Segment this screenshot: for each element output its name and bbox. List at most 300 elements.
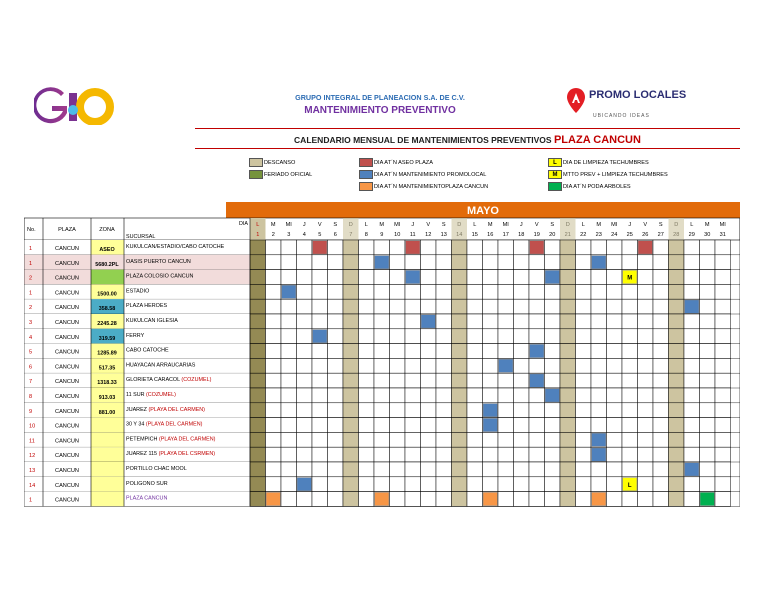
day-cell	[312, 373, 328, 388]
day-cell	[514, 492, 530, 507]
day-cell	[483, 255, 499, 270]
company-name: GRUPO INTEGRAL DE PLANEACION S.A. DE C.V.	[295, 93, 465, 102]
title-prefix: CALENDARIO MENSUAL DE MANTENIMIENTOS PREVENTIVOS	[294, 135, 552, 145]
row-no: 8	[29, 394, 33, 400]
day-cell	[483, 329, 499, 344]
day-cell	[653, 492, 669, 507]
day-cell	[421, 373, 437, 388]
day-cell	[514, 477, 530, 492]
day-cell	[622, 358, 638, 373]
day-cell	[622, 492, 638, 507]
day-number-30: 30	[704, 232, 711, 238]
day-cell	[669, 403, 685, 418]
day-cell	[483, 373, 499, 388]
day-cell	[591, 477, 607, 492]
legend-swatch-mitto: M	[548, 170, 562, 179]
day-cell	[514, 447, 530, 462]
day-cell	[250, 492, 266, 507]
day-cell	[545, 373, 561, 388]
day-cell	[405, 492, 421, 507]
row-zona: 358.58	[98, 306, 116, 313]
day-cell	[653, 255, 669, 270]
day-cell	[452, 270, 468, 285]
row-sucursal: POLIGONO SUR	[126, 480, 168, 487]
day-cell	[297, 255, 313, 270]
day-cell	[405, 432, 421, 447]
day-cell	[669, 492, 685, 507]
day-cell	[452, 432, 468, 447]
day-cell	[684, 270, 700, 285]
day-cell	[421, 418, 437, 433]
day-cell	[529, 329, 545, 344]
day-cell	[343, 270, 359, 285]
day-number-24: 24	[611, 232, 618, 238]
day-cell	[669, 329, 685, 344]
row-sucursal: ESTADIO	[126, 288, 150, 295]
day-number-15: 15	[471, 232, 478, 238]
row-no: 1	[29, 497, 33, 504]
row-plaza: CANCUN	[55, 320, 79, 326]
day-cell	[359, 344, 375, 359]
day-cell	[405, 462, 421, 477]
row-sucursal: 30 Y 34 (PLAYA DEL CARMEN)	[126, 421, 203, 428]
header-dia: DIA	[239, 221, 248, 227]
weekday-18: J	[519, 222, 523, 228]
day-cell	[374, 270, 390, 285]
weekday-31: MI	[719, 222, 726, 228]
day-cell	[266, 270, 282, 285]
weekday-27: S	[658, 222, 663, 228]
row-zona: 5680.2PL	[95, 261, 119, 268]
day-cell	[359, 255, 375, 270]
legend-label-limpieza: DIA DE LIMPIEZA TECHUMBRES	[563, 160, 649, 166]
day-cell	[700, 447, 716, 462]
day-cell	[607, 299, 623, 314]
weekday-25: J	[628, 222, 632, 228]
day-cell	[576, 447, 592, 462]
day-cell	[607, 388, 623, 403]
zona-cell	[91, 418, 124, 433]
day-cell	[467, 299, 483, 314]
day-cell	[343, 492, 359, 507]
day-cell	[576, 358, 592, 373]
day-cell	[529, 299, 545, 314]
day-cell	[374, 329, 390, 344]
day-number-13: 13	[440, 232, 447, 238]
day-cell	[328, 477, 344, 492]
row-plaza: CANCUN	[55, 394, 79, 400]
promo-logo-tagline: UBICANDO IDEAS	[593, 113, 650, 119]
legend-label-plaza: DIA AT´N MANTENIMIENTOPLAZA CANCUN	[374, 184, 489, 190]
day-cell	[390, 358, 406, 373]
day-cell	[266, 329, 282, 344]
day-cell	[715, 270, 731, 285]
day-cell	[390, 492, 406, 507]
day-cell	[436, 255, 452, 270]
day-cell	[359, 462, 375, 477]
event-promo-day-23	[592, 256, 606, 269]
day-cell	[715, 388, 731, 403]
day-cell	[328, 432, 344, 447]
day-cell	[343, 240, 359, 255]
day-cell	[653, 329, 669, 344]
day-cell	[281, 388, 297, 403]
day-cell	[607, 314, 623, 329]
day-cell	[700, 418, 716, 433]
row-sucursal: JUAREZ (PLAYA DEL CARMEN)	[126, 406, 205, 413]
day-cell	[607, 447, 623, 462]
row-sucursal: FERRY	[126, 332, 145, 339]
day-cell	[374, 344, 390, 359]
day-cell	[266, 373, 282, 388]
day-number-1: 1	[256, 232, 260, 238]
day-number-27: 27	[657, 232, 664, 238]
row-sucursal-location: (COZUMEL)	[181, 377, 212, 384]
weekday-3: MI	[285, 222, 292, 228]
day-cell	[622, 255, 638, 270]
day-cell	[421, 255, 437, 270]
day-cell	[359, 270, 375, 285]
weekday-13: S	[441, 222, 446, 228]
event-promo-day-16	[483, 404, 497, 417]
day-cell	[390, 255, 406, 270]
day-cell	[700, 373, 716, 388]
weekday-17: MI	[502, 222, 509, 228]
event-promo-day-3	[282, 285, 296, 298]
day-cell	[343, 284, 359, 299]
day-cell	[436, 447, 452, 462]
row-plaza: CANCUN	[55, 423, 79, 430]
day-cell	[576, 403, 592, 418]
day-cell	[498, 477, 514, 492]
row-no: 6	[29, 364, 33, 371]
row-plaza: CANCUN	[55, 349, 79, 356]
day-cell	[436, 358, 452, 373]
event-glyph-limpieza: L	[627, 482, 632, 489]
day-cell	[622, 344, 638, 359]
day-cell	[514, 284, 530, 299]
day-number-10: 10	[394, 232, 401, 238]
day-cell	[390, 462, 406, 477]
day-cell	[529, 418, 545, 433]
day-cell	[638, 447, 654, 462]
day-cell	[390, 240, 406, 255]
day-cell	[700, 432, 716, 447]
day-cell	[343, 462, 359, 477]
day-cell	[669, 270, 685, 285]
day-cell	[297, 344, 313, 359]
day-cell	[250, 432, 266, 447]
day-cell	[250, 240, 266, 255]
day-number-23: 23	[595, 232, 602, 238]
weekday-2: M	[270, 222, 276, 228]
day-cell	[297, 403, 313, 418]
legend-swatch-poda	[548, 182, 562, 191]
day-cell	[359, 329, 375, 344]
day-cell	[359, 477, 375, 492]
day-cell	[266, 314, 282, 329]
day-cell	[390, 403, 406, 418]
header-sucursal: SUCURSAL	[126, 234, 156, 240]
day-cell	[250, 388, 266, 403]
day-cell	[638, 492, 654, 507]
day-cell	[374, 418, 390, 433]
legend-label-aseo: DIA AT´N ASEO PLAZA	[374, 160, 433, 166]
maintenance-calendar	[24, 202, 740, 510]
day-cell	[607, 255, 623, 270]
row-sucursal-location: (PLAYA DEL CARMEN)	[148, 406, 205, 413]
day-cell	[374, 284, 390, 299]
day-cell	[622, 418, 638, 433]
day-cell	[560, 492, 576, 507]
row-no: 11	[29, 438, 35, 445]
day-cell	[669, 299, 685, 314]
day-cell	[421, 284, 437, 299]
day-cell	[281, 270, 297, 285]
legend-label-descanso: DESCANSO	[264, 160, 296, 166]
day-cell	[467, 388, 483, 403]
zona-cell	[91, 270, 124, 285]
day-cell	[390, 477, 406, 492]
weekday-30: M	[704, 222, 710, 228]
day-cell	[328, 462, 344, 477]
day-cell	[514, 358, 530, 373]
day-cell	[498, 255, 514, 270]
day-cell	[297, 284, 313, 299]
page-subtitle: MANTENIMIENTO PREVENTIVO	[304, 105, 456, 116]
day-cell	[545, 314, 561, 329]
day-cell	[312, 492, 328, 507]
day-number-29: 29	[688, 232, 695, 238]
day-cell	[436, 403, 452, 418]
day-cell	[700, 344, 716, 359]
day-cell	[374, 447, 390, 462]
event-promo-day-17	[499, 359, 513, 372]
day-cell	[483, 284, 499, 299]
day-cell	[467, 373, 483, 388]
event-plaza-day-2	[266, 492, 280, 505]
event-promo-day-20	[545, 270, 559, 283]
day-cell	[312, 462, 328, 477]
day-cell	[622, 432, 638, 447]
day-cell	[359, 388, 375, 403]
day-cell	[328, 344, 344, 359]
day-cell	[266, 462, 282, 477]
day-cell	[684, 418, 700, 433]
row-no: 1	[29, 246, 33, 252]
day-cell	[281, 447, 297, 462]
day-cell	[328, 358, 344, 373]
day-cell	[622, 299, 638, 314]
day-cell	[250, 270, 266, 285]
row-no: 1	[29, 260, 33, 267]
day-cell	[436, 270, 452, 285]
event-aseo-day-19	[530, 241, 544, 254]
day-cell	[281, 418, 297, 433]
day-cell	[312, 314, 328, 329]
day-cell	[250, 344, 266, 359]
weekday-26: V	[643, 222, 648, 228]
day-cell	[405, 284, 421, 299]
row-sucursal: 11 SUR (COZUMEL)	[126, 392, 176, 398]
day-cell	[560, 284, 576, 299]
day-number-11: 11	[409, 232, 416, 238]
day-cell	[436, 284, 452, 299]
day-cell	[405, 358, 421, 373]
day-cell	[545, 255, 561, 270]
day-cell	[250, 418, 266, 433]
day-cell	[467, 403, 483, 418]
day-cell	[483, 477, 499, 492]
day-cell	[281, 358, 297, 373]
day-cell	[436, 462, 452, 477]
day-cell	[607, 373, 623, 388]
day-cell	[715, 344, 731, 359]
day-cell	[715, 492, 731, 507]
day-cell	[638, 418, 654, 433]
day-cell	[374, 358, 390, 373]
day-cell	[653, 447, 669, 462]
day-cell	[529, 492, 545, 507]
day-cell	[452, 373, 468, 388]
row-no: 2	[29, 305, 33, 312]
row-sucursal-location: (PLAYA DEL CARMEN)	[145, 421, 203, 428]
weekday-8: L	[364, 222, 368, 228]
day-cell	[653, 388, 669, 403]
day-cell	[700, 403, 716, 418]
day-header-sunday-7	[343, 218, 359, 240]
day-cell	[529, 270, 545, 285]
day-cell	[700, 358, 716, 373]
day-cell	[343, 432, 359, 447]
gio-logo	[34, 87, 116, 125]
day-cell	[591, 299, 607, 314]
day-cell	[498, 314, 514, 329]
day-cell	[545, 358, 561, 373]
day-cell	[328, 314, 344, 329]
day-cell	[638, 358, 654, 373]
weekday-22: L	[581, 222, 585, 228]
row-zona: ASEO	[99, 247, 115, 253]
event-promo-day-29	[685, 300, 699, 313]
event-promo-day-5	[313, 330, 327, 343]
day-cell	[715, 432, 731, 447]
row-sucursal: OASIS PUERTO CANCUN	[126, 258, 191, 265]
day-cell	[328, 447, 344, 462]
day-number-6: 6	[333, 232, 337, 238]
day-cell	[297, 388, 313, 403]
day-cell	[669, 358, 685, 373]
row-no: 1	[29, 290, 33, 297]
row-zona: 1500.00	[97, 291, 117, 298]
day-cell	[343, 314, 359, 329]
zona-cell	[91, 447, 124, 462]
zona-cell	[91, 432, 124, 447]
day-cell	[483, 447, 499, 462]
day-cell	[684, 240, 700, 255]
day-cell	[653, 299, 669, 314]
promo-logo-text: PROMO LOCALES	[589, 89, 687, 101]
day-cell	[266, 344, 282, 359]
calendar-title	[195, 134, 740, 146]
day-cell	[374, 403, 390, 418]
day-cell	[250, 477, 266, 492]
day-cell	[343, 403, 359, 418]
day-cell	[266, 418, 282, 433]
day-cell	[591, 329, 607, 344]
day-cell	[498, 403, 514, 418]
day-cell	[498, 329, 514, 344]
event-promo-day-16	[483, 418, 497, 431]
day-cell	[266, 255, 282, 270]
weekday-29: L	[690, 222, 694, 228]
day-cell	[560, 358, 576, 373]
day-cell	[359, 240, 375, 255]
event-aseo-day-11	[406, 241, 420, 254]
row-no: 13	[29, 468, 36, 474]
event-promo-day-23	[592, 448, 606, 461]
header-zona: ZONA	[99, 227, 115, 233]
day-cell	[266, 299, 282, 314]
day-cell	[343, 255, 359, 270]
event-plaza-day-16	[483, 492, 497, 505]
day-cell	[266, 447, 282, 462]
day-cell	[266, 388, 282, 403]
day-cell	[576, 477, 592, 492]
event-promo-day-29	[685, 463, 699, 476]
day-cell	[467, 462, 483, 477]
day-cell	[250, 299, 266, 314]
day-cell	[576, 284, 592, 299]
legend-label-feriado: FERIADO OFICIAL	[264, 172, 313, 178]
day-cell	[638, 284, 654, 299]
day-cell	[653, 418, 669, 433]
day-cell	[607, 418, 623, 433]
day-cell	[359, 492, 375, 507]
row-no: 3	[29, 320, 33, 326]
day-cell	[250, 403, 266, 418]
day-cell	[638, 462, 654, 477]
legend-swatch-promo	[359, 170, 373, 179]
day-cell	[452, 418, 468, 433]
day-cell	[669, 388, 685, 403]
day-cell	[452, 388, 468, 403]
day-cell	[266, 284, 282, 299]
day-cell	[405, 403, 421, 418]
day-cell	[374, 314, 390, 329]
weekday-19: V	[534, 222, 539, 228]
day-cell	[669, 432, 685, 447]
day-cell	[452, 329, 468, 344]
day-cell	[684, 314, 700, 329]
day-cell	[266, 477, 282, 492]
day-cell	[421, 432, 437, 447]
day-cell	[622, 240, 638, 255]
weekday-15: L	[473, 222, 477, 228]
day-cell	[343, 358, 359, 373]
day-cell	[669, 284, 685, 299]
zona-cell	[91, 477, 124, 492]
day-cell	[436, 314, 452, 329]
day-cell	[421, 299, 437, 314]
day-cell	[405, 344, 421, 359]
day-cell	[498, 432, 514, 447]
day-cell	[421, 477, 437, 492]
day-cell	[250, 255, 266, 270]
row-plaza: CANCUN	[55, 275, 79, 282]
day-cell	[560, 255, 576, 270]
day-cell	[390, 388, 406, 403]
